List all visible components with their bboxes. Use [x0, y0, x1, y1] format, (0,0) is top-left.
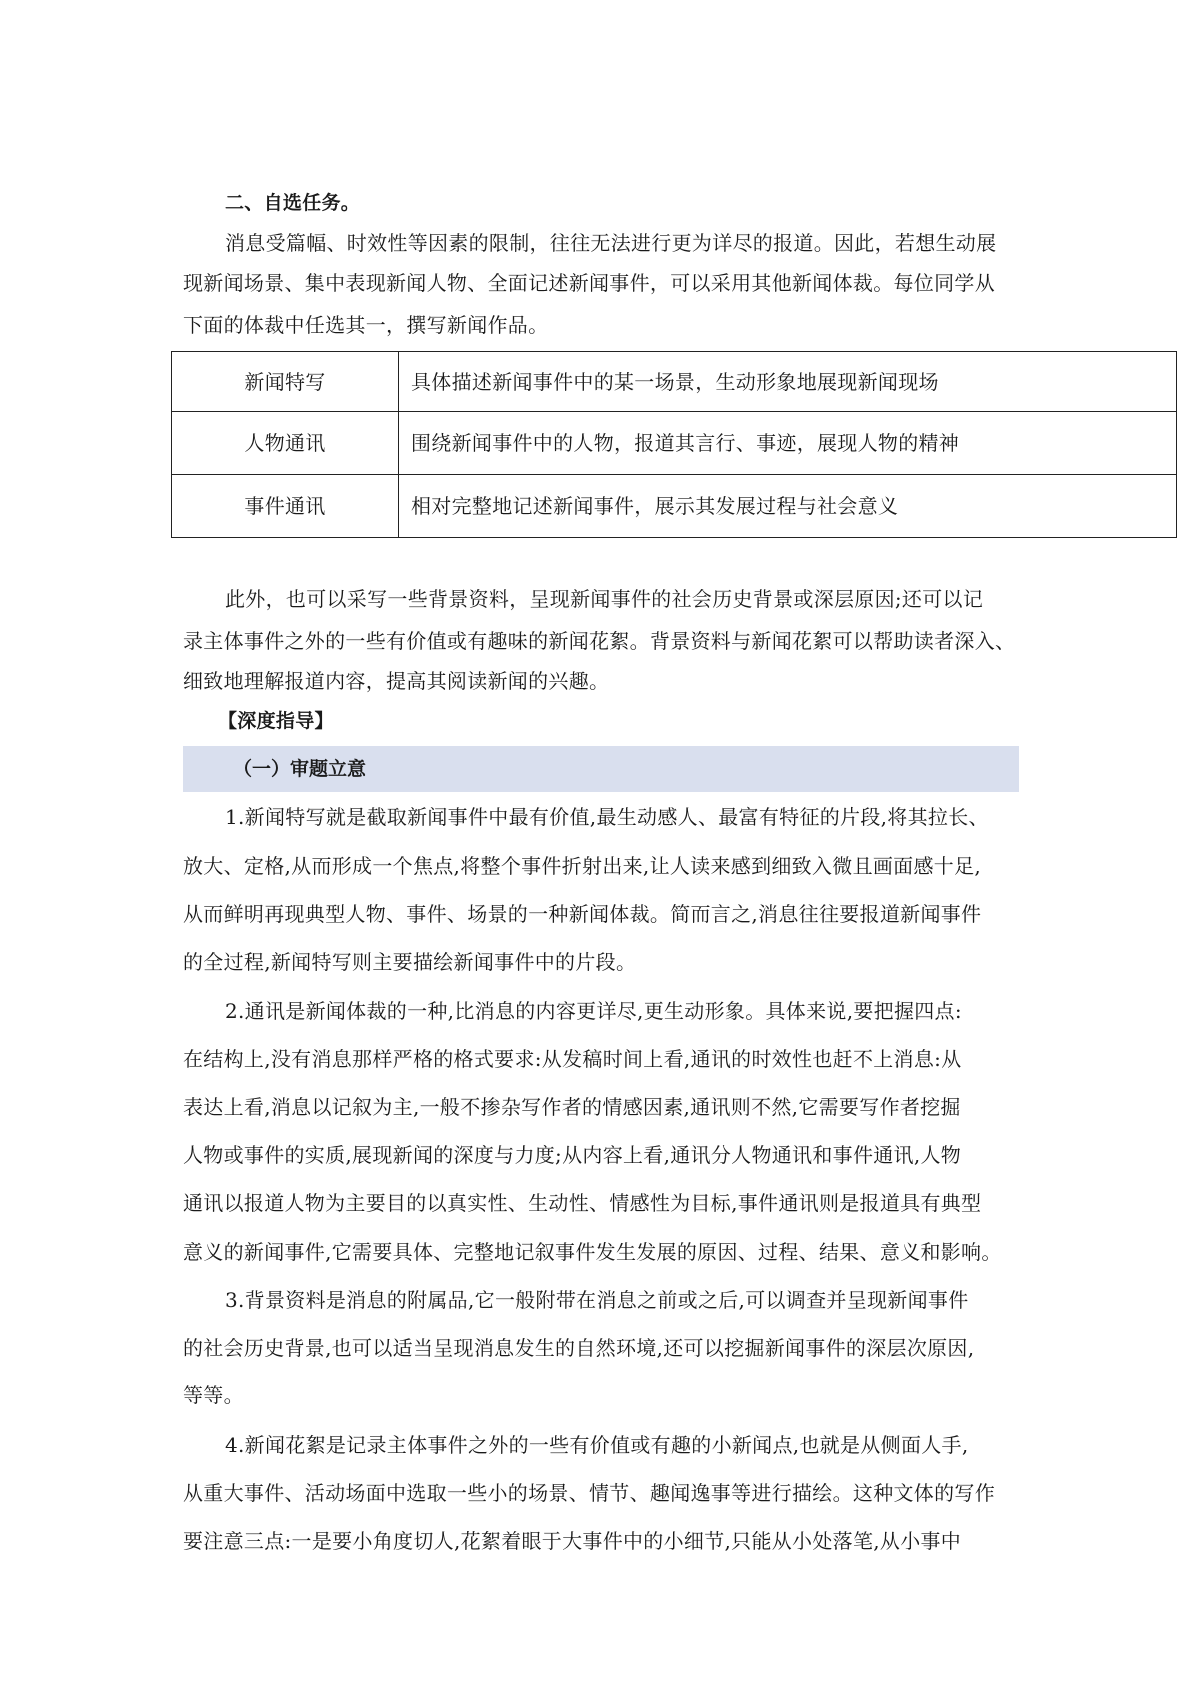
intro-line-3: 下面的体裁中任选其一，撰写新闻作品。	[183, 313, 549, 337]
extra-line-1: 此外，也可以采写一些背景资料，呈现新闻事件的社会历史背景或深层原因;还可以记	[225, 587, 984, 611]
point-1-line-1: 1.新闻特写就是截取新闻事件中最有价值,最生动感人、最富有特征的片段,将其拉长、	[225, 805, 989, 829]
point-1-line-2: 放大、定格,从而形成一个焦点,将整个事件折射出来,让人读来感到细致入微且画面感十足,	[183, 854, 982, 878]
description-cell: 相对完整地记述新闻事件，展示其发展过程与社会意义	[399, 475, 1177, 538]
genre-cell: 事件通讯	[172, 475, 399, 538]
section-title: （一）审题立意	[233, 758, 367, 780]
point-4-line-1: 4.新闻花絮是记录主体事件之外的一些有价值或有趣的小新闻点,也就是从侧面人手,	[225, 1433, 969, 1457]
table-row	[172, 475, 1177, 538]
genre-cell: 新闻特写	[172, 352, 399, 412]
genre-cell: 人物通讯	[172, 412, 399, 475]
intro-line-1: 消息受篇幅、时效性等因素的限制，往往无法进行更为详尽的报道。因此，若想生动展	[225, 231, 997, 255]
point-1-line-3: 从而鲜明再现典型人物、事件、场景的一种新闻体裁。简而言之,消息往往要报道新闻事件	[183, 902, 982, 926]
point-4-line-2: 从重大事件、活动场面中选取一些小的场景、情节、趣闻逸事等进行描绘。这种文体的写作	[183, 1481, 995, 1505]
description-cell: 围绕新闻事件中的人物，报道其言行、事迹，展现人物的精神	[399, 412, 1177, 475]
point-3-line-1: 3.背景资料是消息的附属品,它一般附带在消息之前或之后,可以调查并呈现新闻事件	[225, 1288, 969, 1312]
point-2-line-5: 通讯以报道人物为主要目的以真实性、生动性、情感性为目标,事件通讯则是报道具有典型	[183, 1191, 982, 1215]
description-cell: 具体描述新闻事件中的某一场景，生动形象地展现新闻现场	[399, 352, 1177, 412]
point-2-line-2: 在结构上,没有消息那样严格的格式要求:从发稿时间上看,通讯的时效性也赶不上消息:从	[183, 1047, 962, 1071]
point-2-line-1: 2.通讯是新闻体裁的一种,比消息的内容更详尽,更生动形象。具体来说,要把握四点:	[225, 999, 962, 1023]
genre-table	[171, 351, 1177, 538]
guidance-heading: 【深度指导】	[218, 710, 334, 732]
extra-line-3: 细致地理解报道内容，提高其阅读新闻的兴趣。	[183, 669, 610, 693]
point-4-line-3: 要注意三点:一是要小角度切人,花絮着眼于大事件中的小细节,只能从小处落笔,从小事中	[183, 1529, 962, 1553]
table-row	[172, 412, 1177, 475]
intro-line-2: 现新闻场景、集中表现新闻人物、全面记述新闻事件，可以采用其他新闻体裁。每位同学从	[183, 271, 995, 295]
elective-task-heading: 二、自选任务。	[225, 192, 361, 214]
section-header-bar	[183, 746, 1019, 792]
point-2-line-3: 表达上看,消息以记叙为主,一般不掺杂写作者的情感因素,通讯则不然,它需要写作者挖掘	[183, 1095, 961, 1119]
point-2-line-4: 人物或事件的实质,展现新闻的深度与力度;从内容上看,通讯分人物通讯和事件通讯,人物	[183, 1143, 962, 1167]
point-2-line-6: 意义的新闻事件,它需要具体、完整地记叙事件发生发展的原因、过程、结果、意义和影响。	[183, 1240, 1002, 1264]
point-3-line-2: 的社会历史背景,也可以适当呈现消息发生的自然环境,还可以挖掘新闻事件的深层次原因,	[183, 1336, 975, 1360]
table-row	[172, 352, 1177, 412]
point-1-line-4: 的全过程,新闻特写则主要描绘新闻事件中的片段。	[183, 950, 637, 974]
extra-line-2: 录主体事件之外的一些有价值或有趣味的新闻花絮。背景资料与新闻花絮可以帮助读者深入、	[183, 629, 1016, 653]
point-3-line-3: 等等。	[183, 1383, 244, 1407]
